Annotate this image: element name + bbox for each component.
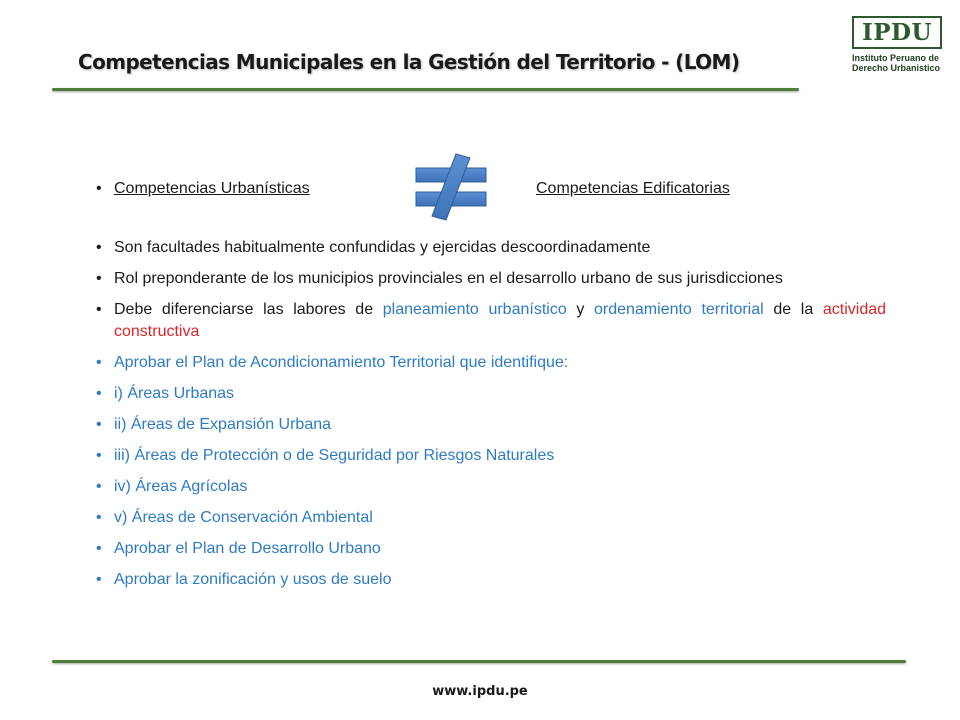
list-item bbox=[96, 299, 886, 343]
logo-mark bbox=[852, 16, 942, 49]
logo-name-line-1: Instituto Peruano de bbox=[852, 53, 940, 63]
list-item: • ii) Áreas de Expansión Urbana bbox=[96, 414, 886, 436]
list-item: • Rol preponderante de los municipios provinciales en el desarrollo urbano de sus jurisdicciones bbox=[96, 268, 886, 290]
ipdu-logo bbox=[852, 16, 942, 73]
comparison-item bbox=[96, 178, 886, 206]
list-item: • Aprobar la zonificación y usos de suelo bbox=[96, 569, 886, 591]
title-divider bbox=[52, 88, 799, 91]
text-segment: Debe diferenciarse las labores de bbox=[114, 301, 383, 318]
slide-title: Competencias Municipales en la Gestión del Territorio - (LOM) bbox=[78, 50, 740, 74]
text-segment: y bbox=[566, 301, 594, 318]
comparison-left: Competencias Urbanísticas bbox=[114, 180, 310, 197]
list-item: • iv) Áreas Agrícolas bbox=[96, 476, 886, 498]
list-item: • v) Áreas de Conservación Ambiental bbox=[96, 507, 886, 529]
highlight-ordenamiento: ordenamiento territorial bbox=[593, 301, 764, 318]
comparison-right: Competencias Edificatorias bbox=[536, 180, 730, 197]
footer-divider bbox=[52, 660, 906, 663]
logo-name-line-2: Derecho Urbanistico bbox=[852, 63, 941, 73]
list-item: • Aprobar el Plan de Acondicionamiento Territorial que identifique: bbox=[96, 352, 886, 374]
text-segment: de la bbox=[763, 301, 823, 318]
list-item: • iii) Áreas de Protección o de Seguridad por Riesgos Naturales bbox=[96, 445, 886, 467]
content-bullet-list bbox=[96, 178, 886, 591]
highlight-planeamiento: planeamiento urbanístico bbox=[382, 301, 567, 318]
logo-mark-text: IPDU bbox=[861, 19, 933, 46]
list-item: • Son facultades habitualmente confundidas y ejercidas descoordinadamente bbox=[96, 237, 886, 259]
list-item: • Aprobar el Plan de Desarrollo Urbano bbox=[96, 538, 886, 560]
footer-url: www.ipdu.pe bbox=[432, 684, 528, 699]
list-item: • i) Áreas Urbanas bbox=[96, 383, 886, 405]
highlight-actividad: actividad constructiva bbox=[114, 301, 887, 340]
